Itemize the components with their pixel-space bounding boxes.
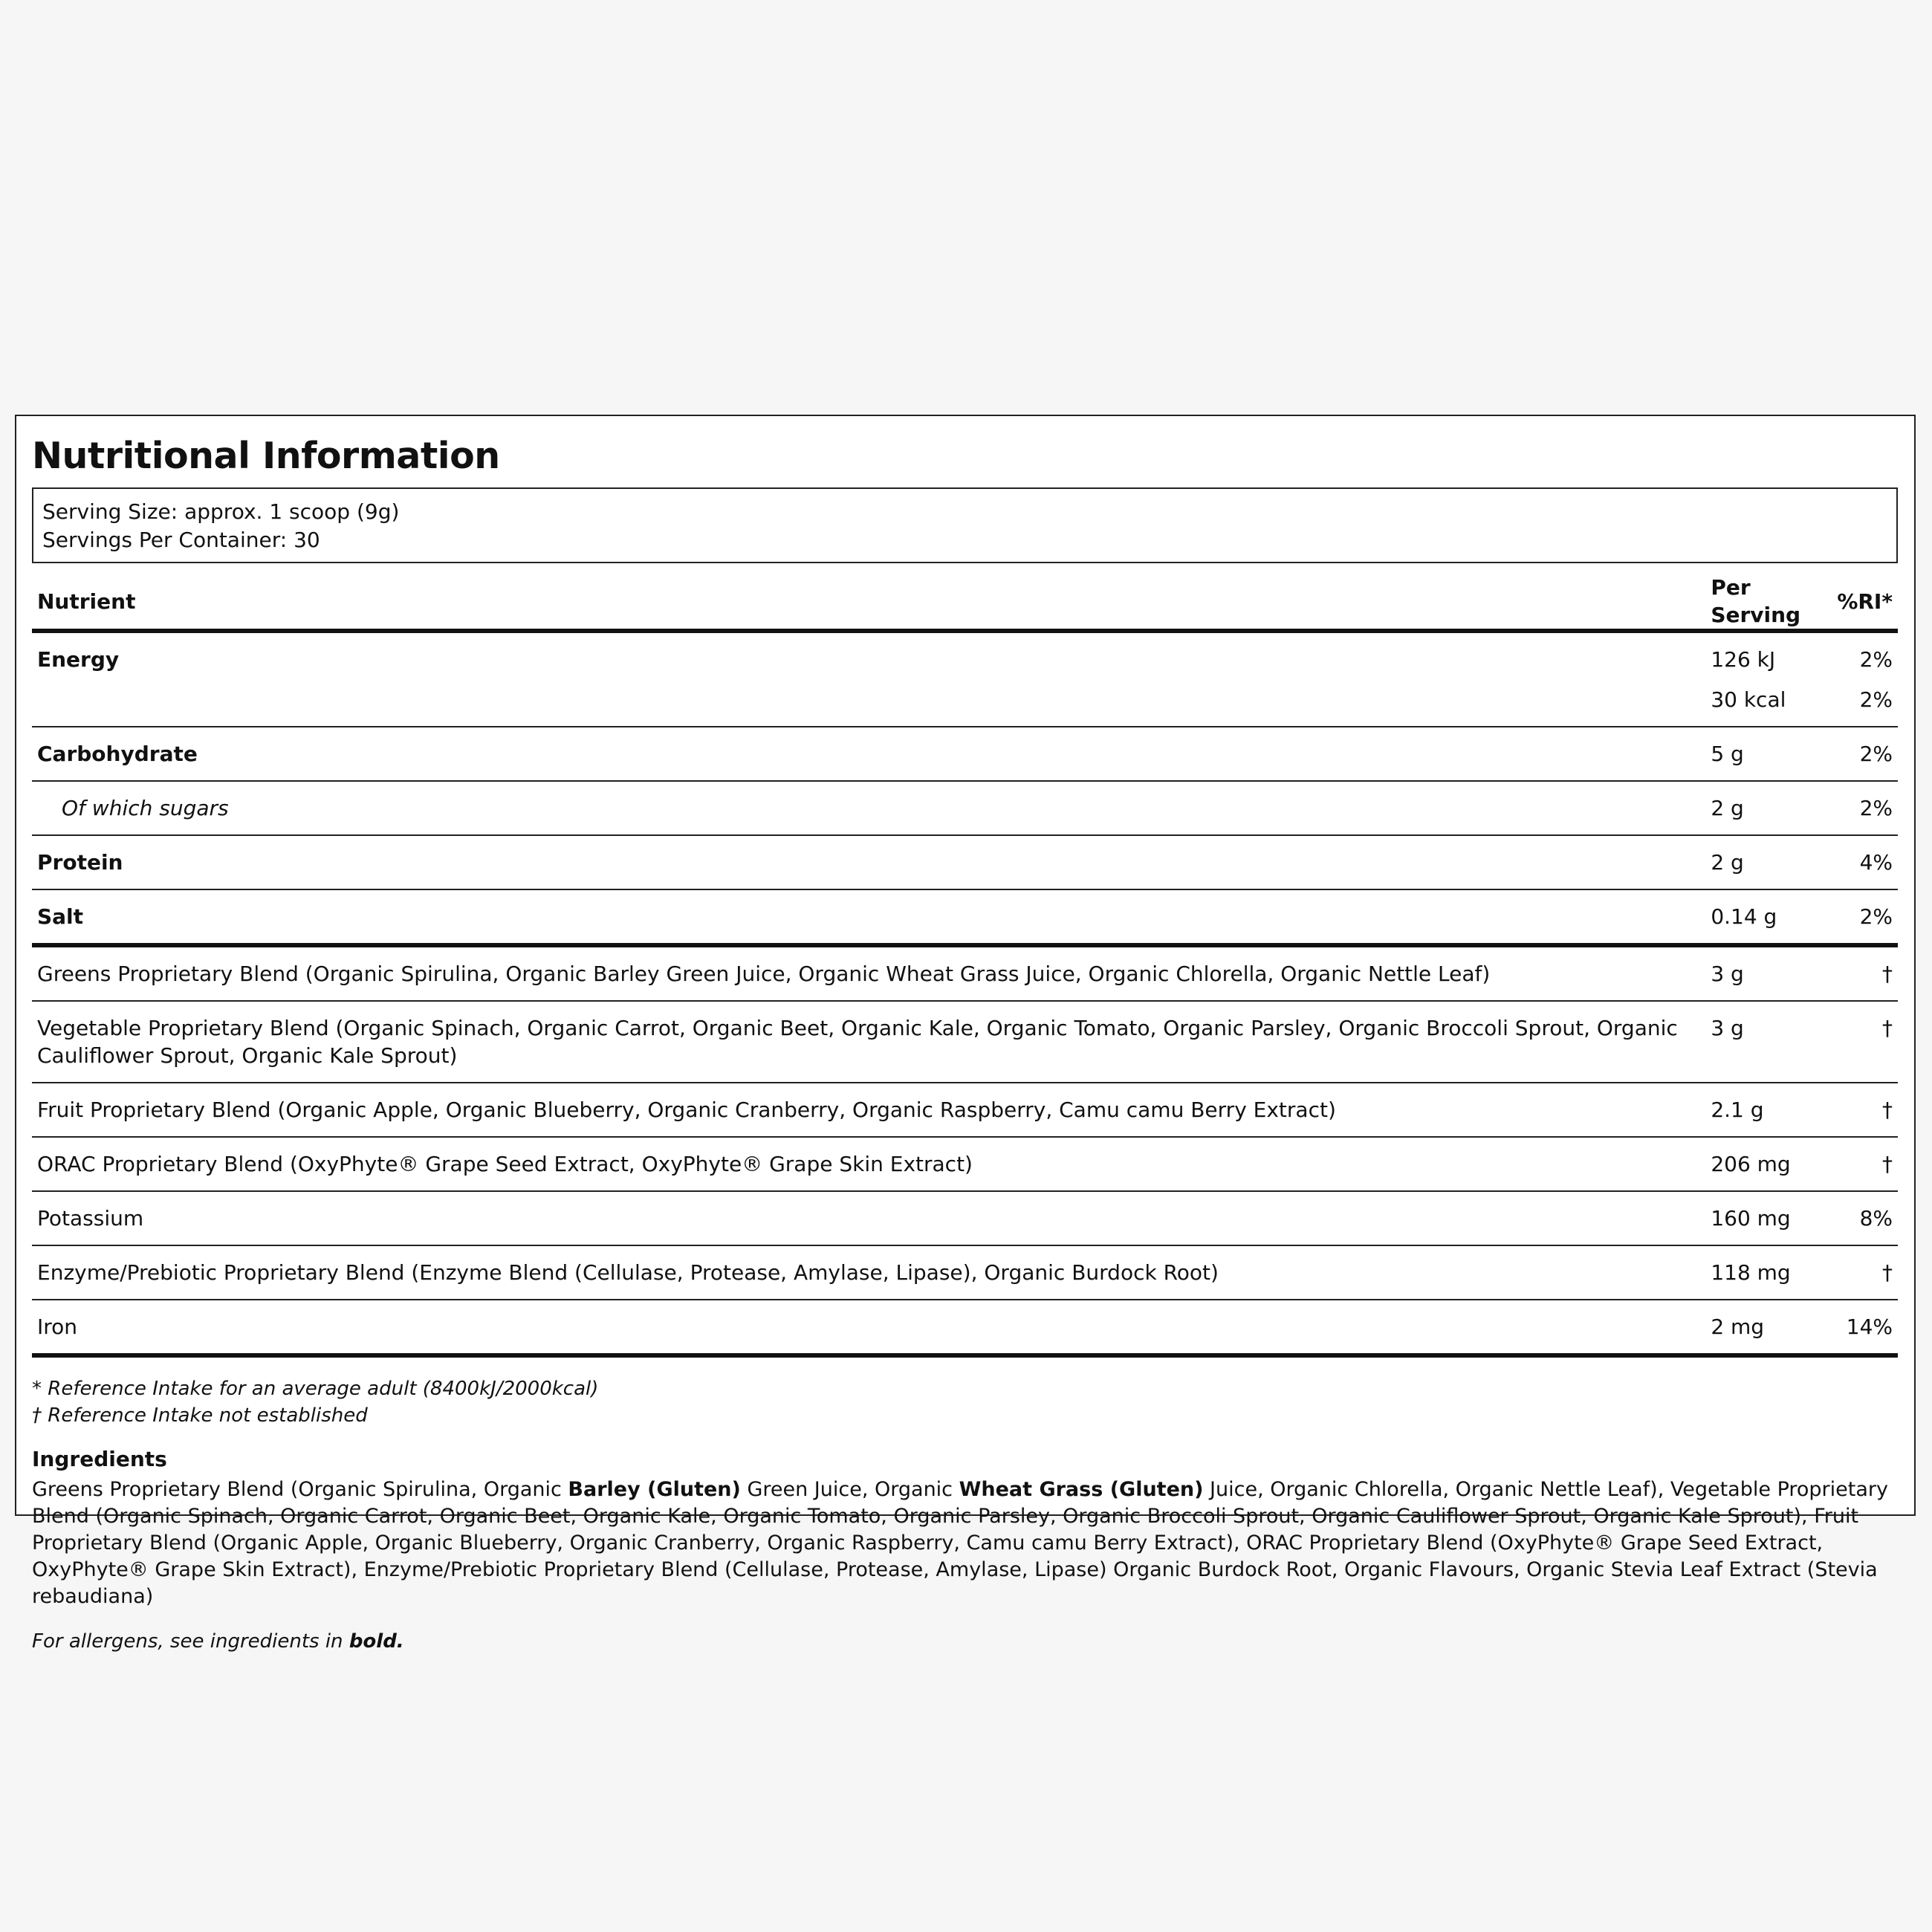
nutrient-name: Salt <box>37 904 84 929</box>
nutrient-name: Fruit Proprietary Blend (Organic Apple, Organic Blueberry, Organic Cranberry, Organic Raspberry, Camu camu Berry Extract) <box>37 1098 1336 1122</box>
nutrient-name: Iron <box>37 1315 78 1339</box>
allergen-note <box>32 1628 1898 1655</box>
nutrient-name: Potassium <box>37 1206 144 1231</box>
table-row-energy-kj <box>32 631 1898 673</box>
allergen-barley: Barley (Gluten) <box>568 1478 741 1501</box>
table-row-salt <box>32 889 1898 945</box>
table-row-potassium <box>32 1191 1898 1245</box>
nutrient-name: Vegetable Proprietary Blend (Organic Spinach, Organic Carrot, Organic Beet, Organic Kale, Organic Tomato, Organic Parsley, Organic Broccoli Sprout, Organic Cauliflower Sprout, Organic Kale Sprout) <box>37 1016 1678 1068</box>
nutrient-value: 0.14 g <box>1711 904 1777 929</box>
nutrient-ri: † <box>1882 962 1893 986</box>
nutrient-ri: 2% <box>1859 742 1893 766</box>
nutrient-value: 118 mg <box>1711 1260 1791 1285</box>
footnotes <box>32 1375 1898 1429</box>
nutrient-ri: 2% <box>1859 904 1893 929</box>
table-row-vegetable-blend <box>32 1001 1898 1083</box>
nutrient-ri: † <box>1882 1260 1893 1285</box>
nutrient-ri: 4% <box>1859 850 1893 875</box>
nutrient-ri: † <box>1882 1016 1893 1040</box>
header-nutrient: Nutrient <box>37 589 136 614</box>
nutrient-value: 30 kcal <box>1711 687 1786 712</box>
ingredients-part: Greens Proprietary Blend (Organic Spirulina, Organic <box>32 1478 568 1501</box>
table-row-orac-blend <box>32 1137 1898 1191</box>
nutrient-ri: 8% <box>1859 1206 1893 1231</box>
nutrient-value: 2 g <box>1711 796 1744 820</box>
nutrient-name-empty <box>32 673 1705 727</box>
table-header-row <box>32 569 1898 631</box>
nutrient-ri: † <box>1882 1152 1893 1176</box>
allergen-note-bold: bold. <box>349 1630 404 1653</box>
header-per-serving: Per Serving <box>1711 575 1801 627</box>
table-row-fruit-blend <box>32 1083 1898 1137</box>
nutrient-value: 206 mg <box>1711 1152 1791 1176</box>
allergen-wheat-grass: Wheat Grass (Gluten) <box>959 1478 1204 1501</box>
ingredients-part: Green Juice, Organic <box>740 1478 959 1501</box>
nutrient-value: 3 g <box>1711 1016 1744 1040</box>
table-row-protein <box>32 835 1898 889</box>
nutrient-value: 2.1 g <box>1711 1098 1764 1122</box>
nutrient-name: Energy <box>37 647 120 672</box>
footnote-dagger: † Reference Intake not established <box>32 1404 368 1427</box>
nutrient-ri: 2% <box>1859 687 1893 712</box>
nutrient-ri: 2% <box>1859 647 1893 672</box>
nutrient-value: 2 g <box>1711 850 1744 875</box>
allergen-note-text: For allergens, see ingredients in <box>32 1630 349 1653</box>
table-row-sugars <box>32 781 1898 835</box>
footnote-ri: * Reference Intake for an average adult (8400kJ/2000kcal) <box>32 1378 599 1400</box>
page-title: Nutritional Information <box>32 435 500 477</box>
table-row-carbohydrate <box>32 727 1898 781</box>
nutrient-name: Protein <box>37 850 123 875</box>
nutrient-name: Enzyme/Prebiotic Proprietary Blend (Enzyme Blend (Cellulase, Protease, Amylase, Lipase), Organic Burdock Root) <box>37 1260 1219 1285</box>
table-row-greens-blend <box>32 945 1898 1001</box>
nutrition-table <box>32 569 1898 1358</box>
serving-info-box <box>32 487 1898 563</box>
nutrient-value: 5 g <box>1711 742 1744 766</box>
table-row-energy-kcal <box>32 673 1898 727</box>
serving-size: Serving Size: approx. 1 scoop (9g) <box>42 499 400 524</box>
nutrient-name: Of which sugars <box>62 796 229 820</box>
nutrient-value: 160 mg <box>1711 1206 1791 1231</box>
servings-per-container: Servings Per Container: 30 <box>42 528 320 552</box>
ingredients-text <box>32 1476 1898 1610</box>
nutrition-panel <box>15 415 1916 1653</box>
nutrient-value: 126 kJ <box>1711 647 1776 672</box>
nutrient-name: ORAC Proprietary Blend (OxyPhyte® Grape Seed Extract, OxyPhyte® Grape Skin Extract) <box>37 1152 973 1176</box>
nutrient-value: 3 g <box>1711 962 1744 986</box>
table-row-enzyme-blend <box>32 1245 1898 1300</box>
table-row-iron <box>32 1300 1898 1355</box>
nutrient-value: 2 mg <box>1711 1315 1765 1339</box>
nutrient-ri: † <box>1882 1098 1893 1122</box>
ingredients-heading: Ingredients <box>32 1447 167 1471</box>
nutrient-name: Carbohydrate <box>37 742 198 766</box>
nutrient-name: Greens Proprietary Blend (Organic Spirulina, Organic Barley Green Juice, Organic Wheat Grass Juice, Organic Chlorella, Organic Nettle Leaf) <box>37 962 1491 986</box>
nutrient-ri: 2% <box>1859 796 1893 820</box>
header-ri: %RI* <box>1837 589 1893 614</box>
ingredients-part: Juice, Organic Chlorella, Organic Nettle Leaf), Vegetable Proprietary Blend (Organic Spinach, Organic Carrot, Organic Beet, Organic Kale, Organic Tomato, Organic Parsley, Organic Broccoli Sprout, Organic Cauliflower Sprout, Organic Kale Sprout), Fruit Proprietary Blend (Organic Apple, Organic Blueberry, Organic Cranberry, Organic Raspberry, Camu camu Berry Extract), ORAC Proprietary Blend (OxyPhyte® Grape Seed Extract, OxyPhyte® Grape Skin Extract), Enzyme/Prebiotic Proprietary Blend (Cellulase, Protease, Amylase, Lipase) Organic Burdock Root, Organic Flavours, Organic Stevia Leaf Extract (Stevia rebaudiana) <box>32 1478 1888 1608</box>
nutrient-ri: 14% <box>1846 1315 1893 1339</box>
